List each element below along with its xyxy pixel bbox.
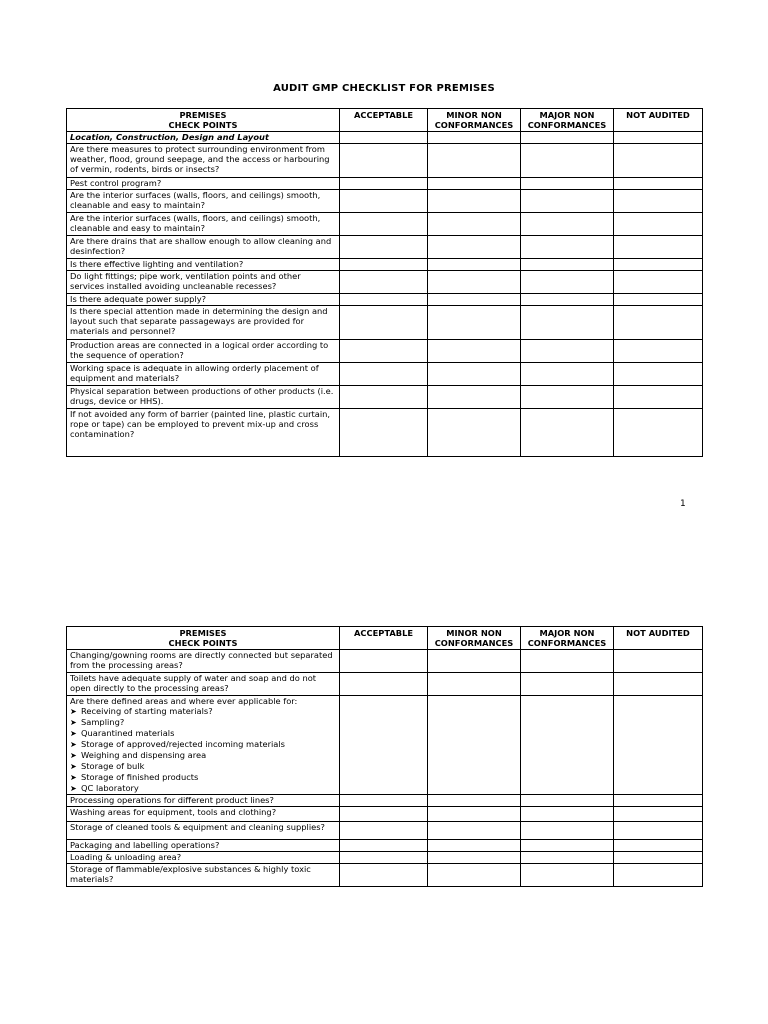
cell-major[interactable] (521, 649, 614, 672)
table-row (67, 235, 703, 258)
table-row (67, 807, 703, 822)
cell-not-audited[interactable] (614, 189, 703, 212)
chevron-right-icon: ➤ (70, 751, 77, 761)
cell-not-audited[interactable] (614, 807, 703, 822)
table-row (67, 852, 703, 864)
header-not-audited: NOT AUDITED (614, 627, 703, 650)
list-item: ➤ Storage of finished products (70, 772, 199, 783)
cell-minor[interactable] (428, 672, 521, 695)
cell-acceptable[interactable] (340, 270, 428, 293)
check-point: Are the interior surfaces (walls, floors, and ceilings) smooth, cleanable and easy to maintain? (67, 212, 340, 235)
cell-acceptable[interactable] (340, 362, 428, 385)
cell-acceptable[interactable] (340, 177, 428, 189)
chevron-right-icon: ➤ (70, 707, 77, 717)
check-point: Pest control program? (67, 177, 340, 189)
cell-minor[interactable] (428, 189, 521, 212)
cell-major[interactable] (521, 305, 614, 339)
cell-acceptable[interactable] (340, 649, 428, 672)
cell-major[interactable] (521, 235, 614, 258)
cell-acceptable[interactable] (340, 408, 428, 456)
list-item: ➤ Sampling? (70, 717, 125, 728)
check-point: Storage of flammable/explosive substances & highly toxic materials? (67, 864, 340, 887)
cell-major[interactable] (521, 408, 614, 456)
cell-not-audited[interactable] (614, 385, 703, 408)
cell-acceptable[interactable] (340, 258, 428, 270)
cell-acceptable[interactable] (340, 305, 428, 339)
list-item: ➤ Receiving of starting materials? (70, 706, 213, 717)
cell-not-audited[interactable] (614, 258, 703, 270)
cell-acceptable[interactable] (340, 864, 428, 887)
header-major: MAJOR NON CONFORMANCES (521, 109, 614, 132)
cell-major[interactable] (521, 212, 614, 235)
table-row (67, 362, 703, 385)
list-item: ➤ Weighing and dispensing area (70, 750, 207, 761)
check-point: Is there adequate power supply? (67, 293, 340, 305)
cell-acceptable[interactable] (340, 385, 428, 408)
check-point: Processing operations for different product lines? (67, 795, 340, 807)
check-point: Are there defined areas and where ever applicable for: ➤ Receiving of starting materials? ➤ Sampling? ➤ Quarantined materials ➤ Storage of approved/rejected incoming materials ➤ Weighing and dispensing area ➤ Storage of bulk ➤ Storage of finished products ➤ QC laboratory (67, 695, 340, 794)
check-point: Physical separation between productions of other products (i.e. drugs, device or HHS). (67, 385, 340, 408)
table-row (67, 189, 703, 212)
cell-major[interactable] (521, 177, 614, 189)
cell-acceptable[interactable] (340, 695, 428, 794)
cell-major[interactable] (521, 143, 614, 177)
cell-major[interactable] (521, 852, 614, 864)
header-not-audited: NOT AUDITED (614, 109, 703, 132)
checklist-table-2 (66, 626, 703, 887)
cell-acceptable[interactable] (340, 143, 428, 177)
cell-acceptable[interactable] (340, 212, 428, 235)
cell-not-audited[interactable] (614, 795, 703, 807)
table-row (67, 840, 703, 852)
cell-acceptable[interactable] (340, 840, 428, 852)
cell-acceptable[interactable] (340, 189, 428, 212)
cell-not-audited[interactable] (614, 177, 703, 189)
header-acceptable: ACCEPTABLE (340, 627, 428, 650)
check-point: Do light fittings; pipe work, ventilation points and other services installed avoiding uncleanable recesses? (67, 270, 340, 293)
header-major: MAJOR NON CONFORMANCES (521, 627, 614, 650)
table-row (67, 305, 703, 339)
table-row (67, 143, 703, 177)
table-row (67, 293, 703, 305)
table-row (67, 408, 703, 456)
cell-major[interactable] (521, 362, 614, 385)
check-point: Changing/gowning rooms are directly connected but separated from the processing areas? (67, 649, 340, 672)
table-row (67, 672, 703, 695)
cell-major[interactable] (521, 293, 614, 305)
check-point: Toilets have adequate supply of water and soap and do not open directly to the processing areas? (67, 672, 340, 695)
cell-minor[interactable] (428, 864, 521, 887)
cell-not-audited[interactable] (614, 305, 703, 339)
list-item: ➤ Storage of bulk (70, 761, 145, 772)
check-point: Are there measures to protect surrounding environment from weather, flood, ground seepage, and the access or harbouring of vermin, rodents, birds or insects? (67, 143, 340, 177)
cell-minor[interactable] (428, 177, 521, 189)
chevron-right-icon: ➤ (70, 718, 77, 728)
cell-not-audited[interactable] (614, 649, 703, 672)
cell-minor[interactable] (428, 695, 521, 794)
cell-acceptable[interactable] (340, 795, 428, 807)
cell-acceptable[interactable] (340, 672, 428, 695)
chevron-right-icon: ➤ (70, 762, 77, 772)
header-row (67, 109, 703, 132)
cell-not-audited[interactable] (614, 235, 703, 258)
cell-acceptable[interactable] (340, 293, 428, 305)
cell-not-audited[interactable] (614, 362, 703, 385)
cell-minor[interactable] (428, 212, 521, 235)
cell-minor[interactable] (428, 293, 521, 305)
chevron-right-icon: ➤ (70, 773, 77, 783)
cell-major[interactable] (521, 807, 614, 822)
list-item: ➤ Storage of approved/rejected incoming materials (70, 739, 286, 750)
cell-minor[interactable] (428, 131, 521, 143)
cell-acceptable[interactable] (340, 852, 428, 864)
check-point: Working space is adequate in allowing orderly placement of equipment and materials? (67, 362, 340, 385)
header-premises: PREMISES CHECK POINTS (67, 627, 340, 650)
cell-not-audited[interactable] (614, 143, 703, 177)
cell-not-audited[interactable] (614, 131, 703, 143)
cell-minor[interactable] (428, 852, 521, 864)
cell-not-audited[interactable] (614, 212, 703, 235)
cell-major[interactable] (521, 270, 614, 293)
table-row (67, 822, 703, 840)
chevron-right-icon: ➤ (70, 740, 77, 750)
cell-major[interactable] (521, 695, 614, 794)
table-row (67, 695, 703, 794)
cell-not-audited[interactable] (614, 672, 703, 695)
list-item: ➤ QC laboratory (70, 783, 139, 794)
table-row (67, 258, 703, 270)
cell-major[interactable] (521, 840, 614, 852)
header-acceptable: ACCEPTABLE (340, 109, 428, 132)
cell-minor[interactable] (428, 270, 521, 293)
cell-minor[interactable] (428, 143, 521, 177)
cell-not-audited[interactable] (614, 695, 703, 794)
cell-not-audited[interactable] (614, 293, 703, 305)
table-row (67, 212, 703, 235)
check-point: Washing areas for equipment, tools and clothing? (67, 807, 340, 822)
chevron-right-icon: ➤ (70, 729, 77, 739)
cell-major[interactable] (521, 822, 614, 840)
header-minor: MINOR NON CONFORMANCES (428, 627, 521, 650)
cell-minor[interactable] (428, 258, 521, 270)
cell-acceptable[interactable] (340, 131, 428, 143)
cell-acceptable[interactable] (340, 235, 428, 258)
check-point: Are there drains that are shallow enough to allow cleaning and desinfection? (67, 235, 340, 258)
cell-major[interactable] (521, 189, 614, 212)
cell-major[interactable] (521, 385, 614, 408)
page-title: AUDIT GMP CHECKLIST FOR PREMISES (273, 83, 495, 94)
cell-minor[interactable] (428, 649, 521, 672)
list-item: ➤ Quarantined materials (70, 728, 175, 739)
cell-minor[interactable] (428, 408, 521, 456)
cell-minor[interactable] (428, 385, 521, 408)
table-row (67, 385, 703, 408)
cell-major[interactable] (521, 795, 614, 807)
cell-not-audited[interactable] (614, 339, 703, 362)
cell-minor[interactable] (428, 339, 521, 362)
cell-acceptable[interactable] (340, 339, 428, 362)
table-row (67, 795, 703, 807)
cell-minor[interactable] (428, 795, 521, 807)
check-point: Loading & unloading area? (67, 852, 340, 864)
cell-acceptable[interactable] (340, 807, 428, 822)
table-row (67, 270, 703, 293)
cell-not-audited[interactable] (614, 408, 703, 456)
table-row (67, 649, 703, 672)
cell-major[interactable] (521, 258, 614, 270)
cell-minor[interactable] (428, 305, 521, 339)
check-point: Production areas are connected in a logical order according to the sequence of operation? (67, 339, 340, 362)
check-point: Are the interior surfaces (walls, floors, and ceilings) smooth, cleanable and easy to maintain? (67, 189, 340, 212)
header-minor: MINOR NON CONFORMANCES (428, 109, 521, 132)
cell-major[interactable] (521, 864, 614, 887)
cell-major[interactable] (521, 339, 614, 362)
check-point: If not avoided any form of barrier (painted line, plastic curtain, rope or tape) can be employed to prevent mix-up and cross contamination? (67, 408, 340, 456)
section-row (67, 131, 703, 143)
check-point: Is there special attention made in determining the design and layout such that separate passageways are provided for materials and personnel? (67, 305, 340, 339)
table-row (67, 339, 703, 362)
check-point: Packaging and labelling operations? (67, 840, 340, 852)
header-premises: PREMISES CHECK POINTS (67, 109, 340, 132)
table-row (67, 864, 703, 887)
cell-acceptable[interactable] (340, 822, 428, 840)
check-point: Is there effective lighting and ventilation? (67, 258, 340, 270)
check-point: Storage of cleaned tools & equipment and cleaning supplies? (67, 822, 340, 840)
cell-minor[interactable] (428, 840, 521, 852)
cell-minor[interactable] (428, 807, 521, 822)
cell-minor[interactable] (428, 235, 521, 258)
cell-not-audited[interactable] (614, 840, 703, 852)
cell-minor[interactable] (428, 362, 521, 385)
cell-not-audited[interactable] (614, 864, 703, 887)
cell-major[interactable] (521, 131, 614, 143)
cell-not-audited[interactable] (614, 270, 703, 293)
cell-not-audited[interactable] (614, 852, 703, 864)
cell-major[interactable] (521, 672, 614, 695)
page-number: 1 (680, 499, 686, 509)
table-row (67, 177, 703, 189)
header-row (67, 627, 703, 650)
checklist-table-1 (66, 108, 703, 457)
cell-not-audited[interactable] (614, 822, 703, 840)
chevron-right-icon: ➤ (70, 784, 77, 794)
section-title: Location, Construction, Design and Layout (67, 131, 340, 143)
cell-minor[interactable] (428, 822, 521, 840)
